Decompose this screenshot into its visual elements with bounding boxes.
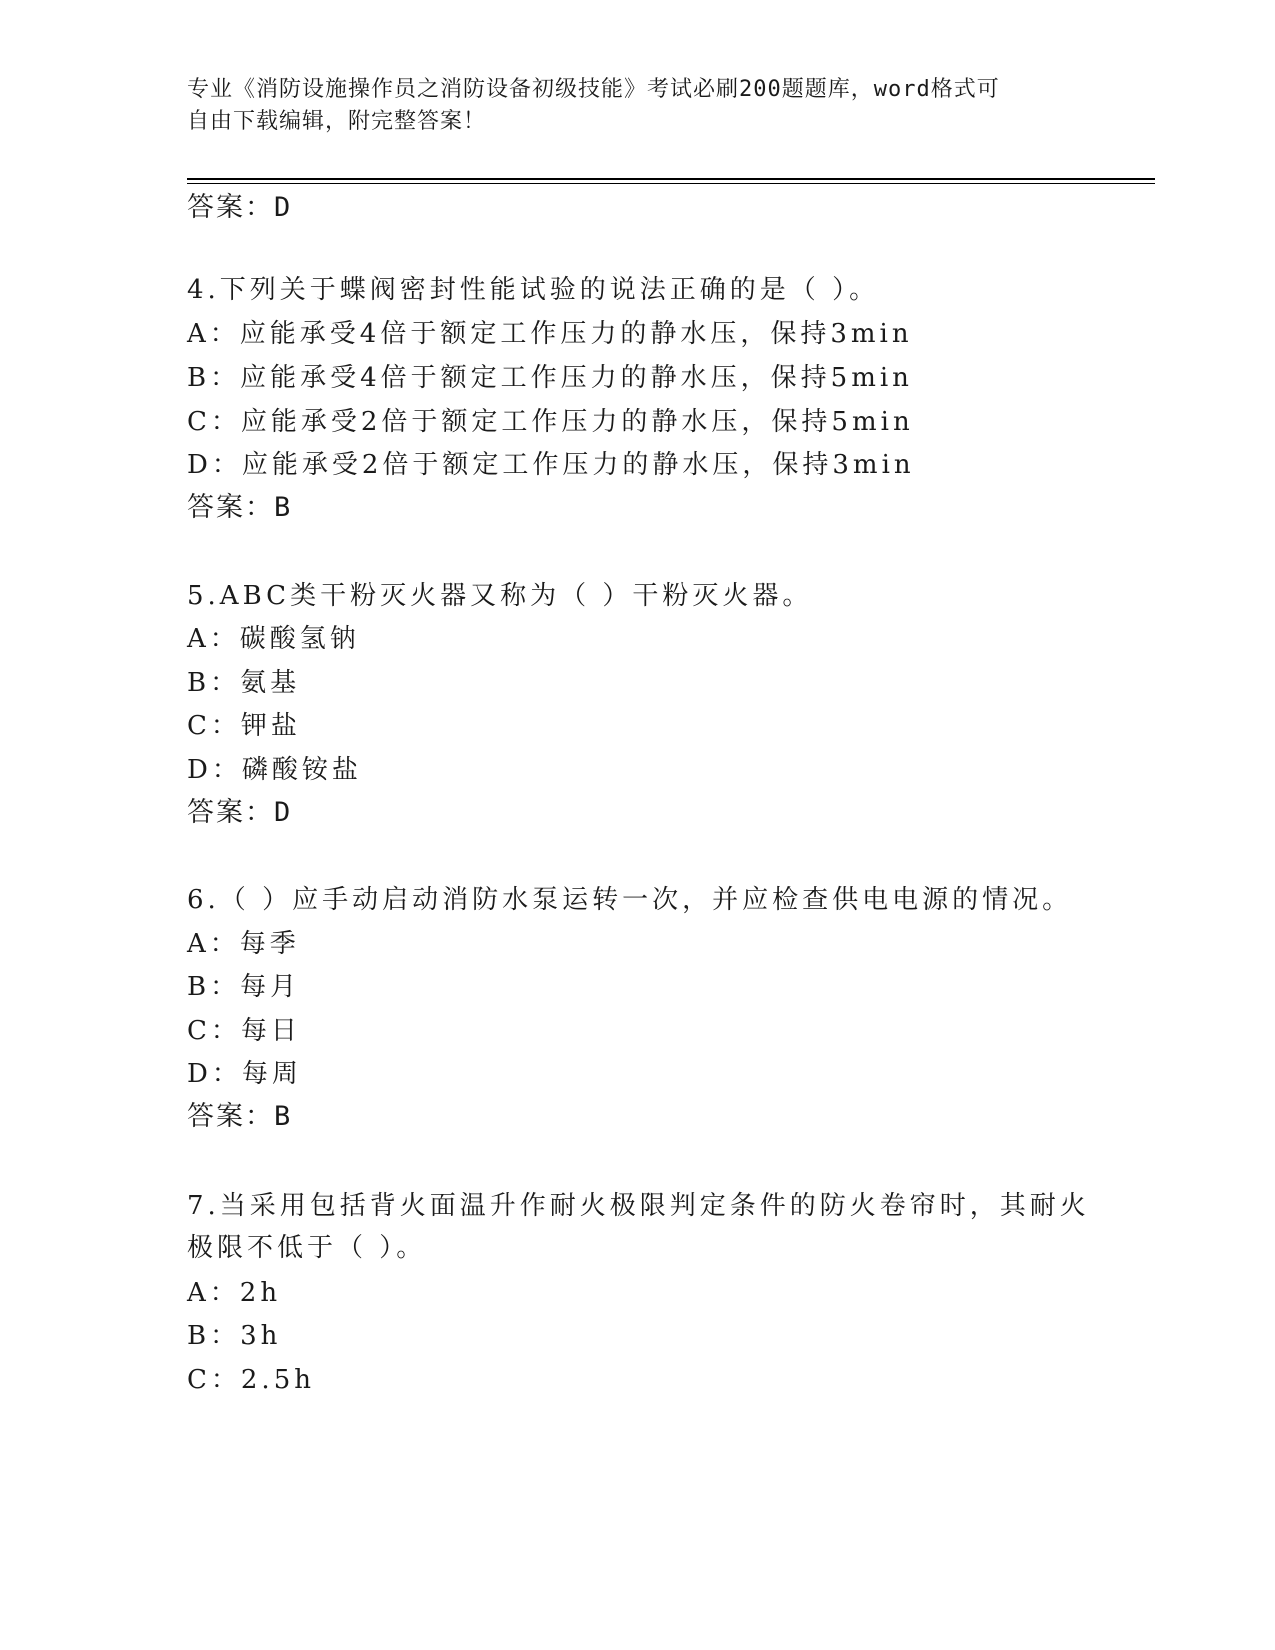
question-5-option-c: C：钾盐 bbox=[187, 711, 301, 741]
question-4-option-c: C：应能承受2倍于额定工作压力的静水压，保持5min bbox=[187, 407, 914, 437]
question-5-option-b: B：氨基 bbox=[187, 668, 301, 698]
question-6-answer: 答案：B bbox=[187, 1101, 293, 1132]
question-5-answer: 答案：D bbox=[187, 797, 293, 828]
document-header bbox=[187, 74, 1087, 138]
header-line-1: 专业《消防设施操作员之消防设备初级技能》考试必刷200题题库，word格式可 bbox=[187, 77, 1000, 102]
question-7-option-c: C：2.5h bbox=[187, 1365, 315, 1395]
question-4-stem: 4.下列关于蝶阀密封性能试验的说法正确的是（ ）。 bbox=[187, 275, 880, 305]
header-rule-thick bbox=[187, 178, 1155, 180]
question-7-option-a: A：2h bbox=[187, 1278, 282, 1308]
question-5-option-a: A：碳酸氢钠 bbox=[187, 624, 360, 654]
question-6-option-a: A：每季 bbox=[187, 929, 300, 959]
question-7-stem-line-2: 极限不低于（ ）。 bbox=[187, 1233, 427, 1263]
question-6-option-b: B：每月 bbox=[187, 972, 301, 1002]
question-7-option-b: B：3h bbox=[187, 1321, 282, 1351]
question-4-option-b: B：应能承受4倍于额定工作压力的静水压，保持5min bbox=[187, 363, 913, 393]
previous-answer: 答案：D bbox=[187, 192, 293, 223]
question-6-option-d: D：每周 bbox=[187, 1059, 302, 1089]
question-7-stem-line-1: 7.当采用包括背火面温升作耐火极限判定条件的防火卷帘时，其耐火 bbox=[187, 1191, 1090, 1221]
question-4-answer: 答案：B bbox=[187, 492, 293, 523]
header-rule-thin bbox=[187, 183, 1155, 184]
question-4-option-a: A：应能承受4倍于额定工作压力的静水压，保持3min bbox=[187, 319, 913, 349]
question-5-stem: 5.ABC类干粉灭火器又称为（ ）干粉灭火器。 bbox=[187, 581, 813, 611]
question-4-option-d: D：应能承受2倍于额定工作压力的静水压，保持3min bbox=[187, 450, 915, 480]
header-line-2: 自由下载编辑，附完整答案！ bbox=[187, 109, 487, 134]
question-6-option-c: C：每日 bbox=[187, 1016, 301, 1046]
question-5-option-d: D：磷酸铵盐 bbox=[187, 755, 362, 785]
question-6-stem: 6.（ ）应手动启动消防水泵运转一次，并应检查供电电源的情况。 bbox=[187, 885, 1073, 915]
